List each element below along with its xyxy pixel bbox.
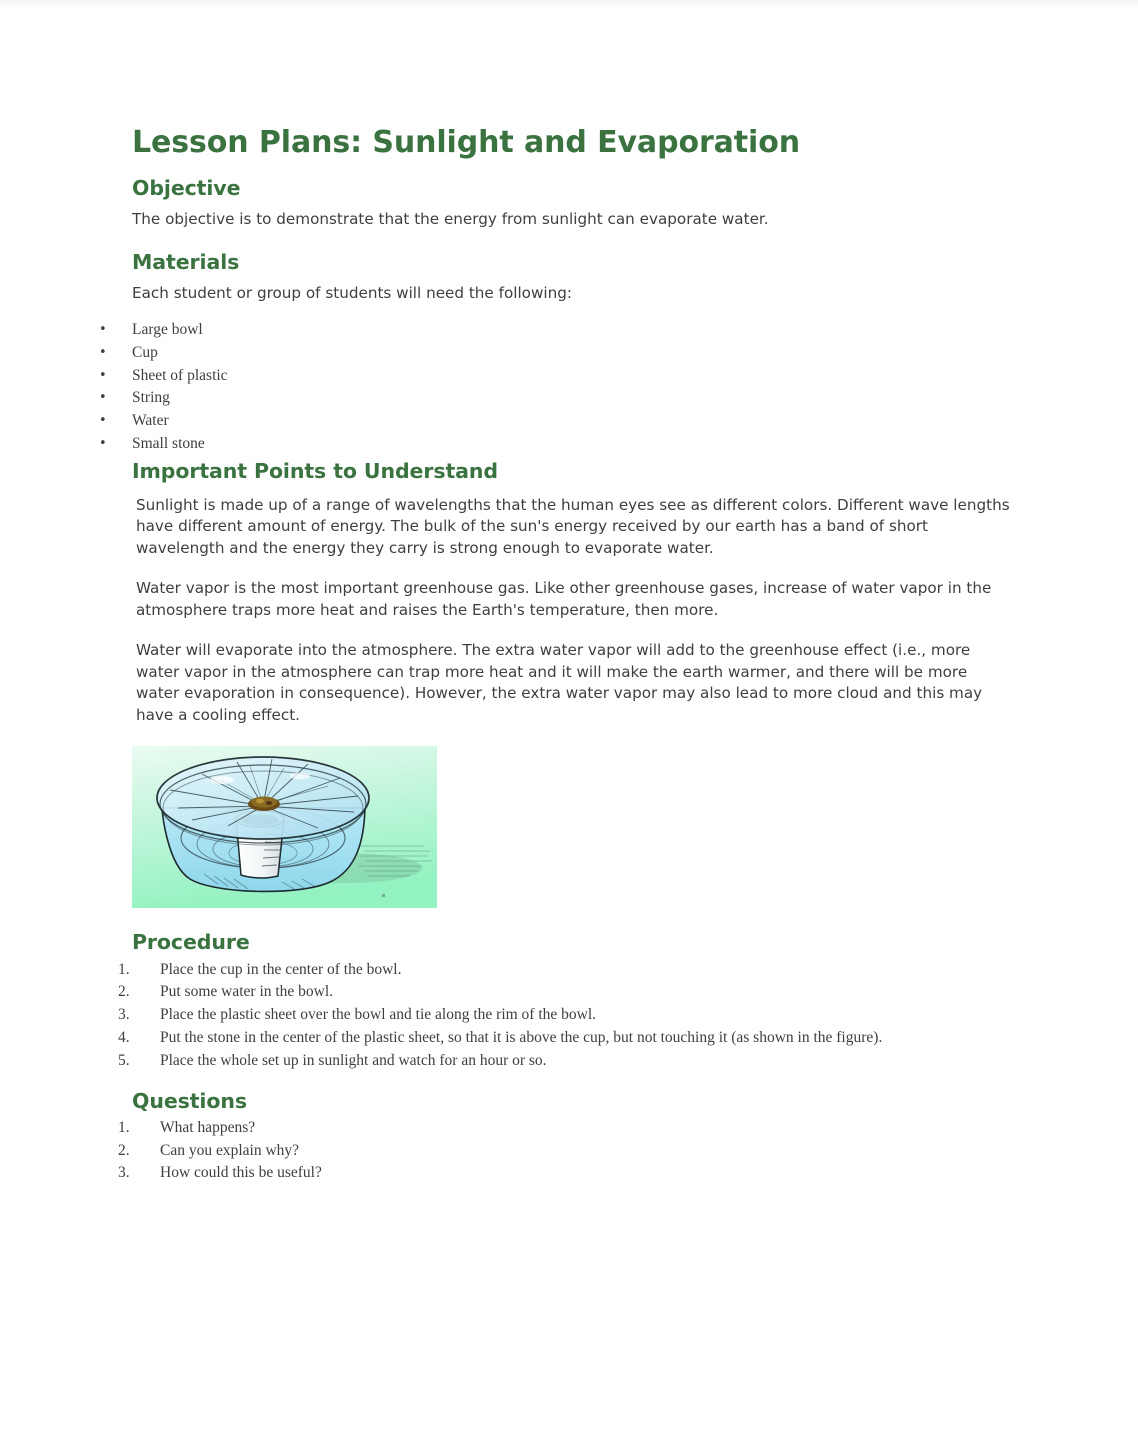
section-heading-questions: Questions	[132, 1088, 247, 1113]
questions-list	[118, 1117, 1012, 1185]
evaporation-still-svg	[132, 746, 437, 908]
bullet-icon: •	[99, 435, 107, 451]
list-item-label: String	[132, 389, 170, 407]
objective-text: The objective is to demonstrate that the energy from sunlight can evaporate water.	[132, 209, 769, 228]
list-item-label: Small stone	[132, 434, 205, 452]
list-item-label: Can you explain why?	[160, 1141, 300, 1159]
procedure-list	[118, 959, 1012, 1073]
list-item-number: 1.	[118, 960, 130, 978]
list-item-number: 3.	[118, 1006, 130, 1024]
list-item-label: Water	[132, 412, 169, 430]
evaporation-still-illustration	[132, 746, 437, 908]
list-item	[118, 1117, 1012, 1140]
list-item-label: Place the whole set up in sunlight and watch for an hour or so.	[160, 1051, 547, 1069]
list-item	[118, 1004, 1012, 1027]
list-item-number: 4.	[118, 1029, 130, 1047]
list-item	[99, 433, 1012, 456]
list-item	[99, 319, 1012, 342]
important-point-paragraph-3: Water will evaporate into the atmosphere. The extra water vapor will add to the greenhouse effect (i.e., more water vapor in the atmosphere can trap more heat and it will make the earth warmer, and there will be more water evaporation in consequence). However, the extra water vapor may also lead to more cloud and this may have a cooling effect.	[136, 641, 983, 724]
bullet-icon: •	[99, 367, 107, 383]
list-item	[99, 410, 1012, 433]
important-point-paragraph-2: Water vapor is the most important greenhouse gas. Like other greenhouse gases, increase of water vapor in the atmosphere traps more heat and raises the Earth's temperature, then more.	[136, 579, 992, 619]
list-item-label: Put some water in the bowl.	[160, 983, 334, 1001]
list-item-number: 5.	[118, 1051, 130, 1069]
bullet-icon: •	[99, 321, 107, 337]
list-item	[118, 1162, 1012, 1185]
list-item-label: Place the cup in the center of the bowl.	[160, 960, 402, 978]
important-point-paragraph-1: Sunlight is made up of a range of wavelengths that the human eyes see as different colors. Different wave lengths have different amount of energy. The bulk of the sun's energy received by our earth has a band of short wavelength and the energy they carry is strong enough to evaporate water.	[136, 495, 1010, 557]
list-item-label: Cup	[132, 343, 158, 361]
section-heading-objective: Objective	[132, 175, 241, 200]
materials-intro: Each student or group of students will need the following:	[132, 284, 572, 303]
list-item-number: 2.	[118, 1141, 130, 1159]
list-item	[118, 981, 1012, 1004]
page-top-edge	[0, 0, 1138, 10]
list-item	[118, 1027, 1012, 1050]
list-item-label: Large bowl	[132, 320, 203, 338]
list-item	[118, 1050, 1012, 1073]
document-content	[99, 125, 1012, 1185]
list-item-number: 3.	[118, 1164, 130, 1182]
list-item-number: 2.	[118, 983, 130, 1001]
list-item-label: Put the stone in the center of the plastic sheet, so that it is above the cup, but not touching it (as shown in the figure).	[160, 1029, 883, 1047]
list-item-label: What happens?	[160, 1118, 256, 1136]
list-item	[99, 387, 1012, 410]
list-item	[99, 365, 1012, 388]
list-item	[118, 1140, 1012, 1163]
page-title: Lesson Plans: Sunlight and Evaporation	[132, 125, 800, 160]
bullet-icon: •	[99, 390, 107, 406]
list-item-label: Place the plastic sheet over the bowl and tie along the rim of the bowl.	[160, 1006, 597, 1024]
list-item-label: Sheet of plastic	[132, 366, 228, 384]
bullet-icon: •	[99, 413, 107, 429]
list-item-number: 1.	[118, 1118, 130, 1136]
bullet-icon: •	[99, 344, 107, 360]
section-heading-important-points: Important Points to Understand	[132, 458, 498, 483]
materials-list	[99, 319, 1012, 456]
list-item	[118, 959, 1012, 982]
list-item	[99, 342, 1012, 365]
list-item-label: How could this be useful?	[160, 1164, 322, 1182]
section-heading-materials: Materials	[132, 250, 240, 275]
section-heading-procedure: Procedure	[132, 930, 250, 955]
